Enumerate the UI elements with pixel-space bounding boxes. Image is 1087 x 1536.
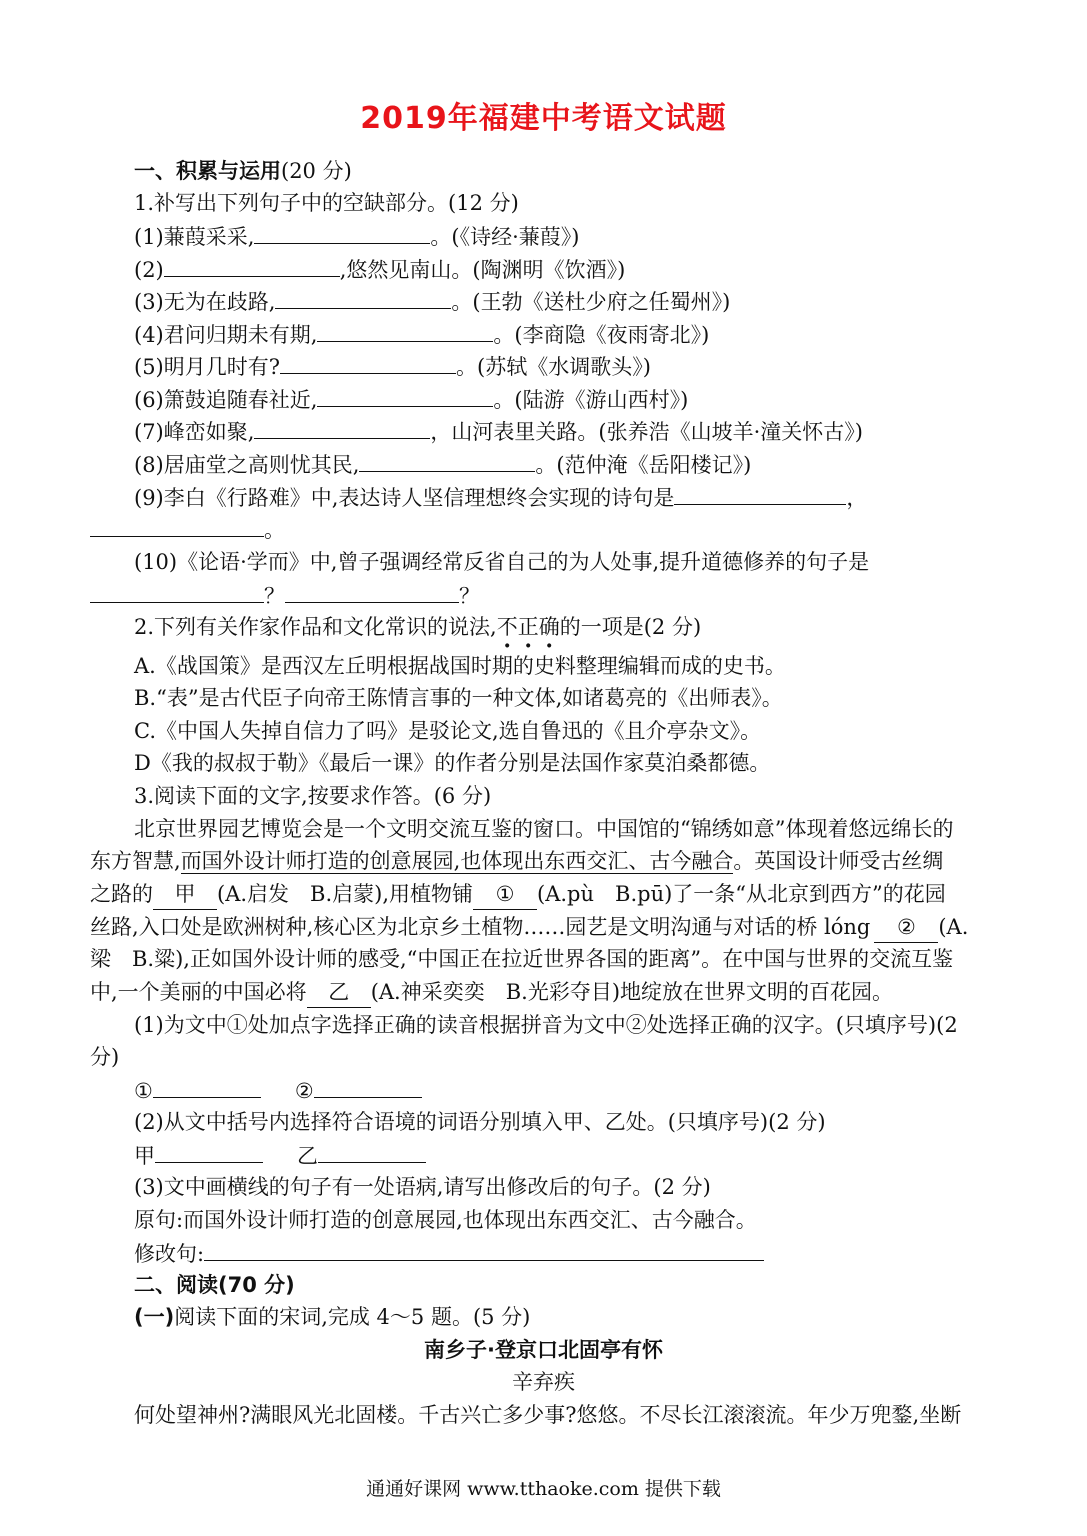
emphasis-dot-char: 正 bbox=[517, 615, 539, 639]
part-instruction: 阅读下面的宋词,完成 4～5 题。(5 分) bbox=[174, 1305, 531, 1329]
answer-blank[interactable] bbox=[254, 221, 430, 244]
q1-item-8-suffix: 。(范仲淹《岳阳楼记》) bbox=[535, 453, 752, 477]
passage-text: (A.神采奕奕 B.光彩夺目)地绽放在世界文明的百花园。 bbox=[370, 980, 894, 1004]
q1-item-10-line2 bbox=[90, 580, 480, 611]
q1-item-10-q1: ？ bbox=[264, 584, 285, 608]
footer: 通通好课网 www.tthaoke.com 提供下载 bbox=[366, 1478, 721, 1500]
q1-item-5-prefix: (5)明月几时有? bbox=[134, 355, 281, 379]
answer-blank[interactable] bbox=[204, 1238, 764, 1261]
answer-label-yi: 乙 bbox=[297, 1144, 318, 1168]
q1-item-1-suffix: 。(《诗经·蒹葭》) bbox=[430, 225, 580, 249]
passage-text: 东方智慧, bbox=[90, 849, 181, 873]
answer-label-jia: 甲 bbox=[134, 1144, 155, 1168]
answer-blank[interactable] bbox=[164, 254, 340, 277]
q2-stem-emphasis bbox=[497, 615, 560, 639]
answer-blank[interactable] bbox=[317, 384, 493, 407]
q1-item-6-prefix: (6)箫鼓追随春社近, bbox=[134, 388, 318, 412]
q1-item-2 bbox=[134, 254, 625, 285]
q1-item-6 bbox=[134, 384, 688, 415]
emphasis-dot-char: 不 bbox=[496, 615, 518, 639]
q1-item-10-q2: ？ bbox=[459, 584, 480, 608]
q3-original-sentence: 原句:而国外设计师打造的创意展园,也体现出东西交汇、古今融合。 bbox=[134, 1208, 757, 1232]
q3-sub2-answers bbox=[134, 1140, 426, 1171]
q3-sub3: (3)文中画横线的句子有一处语病,请写出修改后的句子。(2 分) bbox=[134, 1175, 711, 1199]
q2-option-c: C.《中国人失掉自信力了吗》是驳论文,选自鲁迅的《且介亭杂文》。 bbox=[134, 719, 762, 743]
q1-item-9 bbox=[134, 482, 867, 513]
q3-sub1: (1)为文中①处加点字选择正确的读音根据拼音为文中②处选择正确的汉字。(只填序号)(2 bbox=[134, 1013, 958, 1037]
q1-item-4 bbox=[134, 319, 709, 350]
revised-label: 修改句: bbox=[134, 1242, 205, 1266]
q3-sub1-answers bbox=[134, 1075, 422, 1106]
q2-option-d: D《我的叔叔于勒》《最后一课》的作者分别是法国作家莫泊桑都德。 bbox=[134, 751, 771, 775]
q1-item-9-line2 bbox=[90, 514, 285, 545]
q1-item-1 bbox=[134, 221, 579, 252]
part-label: (一) bbox=[134, 1305, 175, 1329]
passage-text: (A.启发 B.启蒙),用植物铺 bbox=[217, 882, 474, 906]
q1-item-9-comma: ， bbox=[846, 486, 868, 510]
section-1-score: (20 分) bbox=[281, 159, 352, 183]
q2-stem bbox=[134, 612, 701, 642]
q2-option-b: B.“表”是古代臣子向帝王陈情言事的一种文体,如诸葛亮的《出师表》。 bbox=[134, 686, 783, 710]
q1-item-3-suffix: 。(王勃《送杜少府之任蜀州》) bbox=[451, 290, 731, 314]
q3-sub2: (2)从文中括号内选择符合语境的词语分别填入甲、乙处。(只填序号)(2 分) bbox=[134, 1110, 826, 1134]
answer-blank[interactable] bbox=[285, 580, 459, 603]
q1-item-10: (10)《论语·学而》中,曾子强调经常反省自己的为人处事,提升道德修养的句子是 bbox=[134, 550, 870, 574]
q1-item-9-prefix: (9)李白《行路难》中,表达诗人坚信理想终会实现的诗句是 bbox=[134, 486, 675, 510]
q1-item-6-suffix: 。(陆游《游山西村》) bbox=[493, 388, 689, 412]
section-2-part-1 bbox=[134, 1302, 530, 1332]
fill-jia: 甲 bbox=[153, 879, 217, 910]
fill-yi: 乙 bbox=[307, 977, 371, 1008]
q2-stem-suffix: 的一项是(2 分) bbox=[559, 615, 702, 639]
q1-item-5-suffix: 。(苏轼《水调歌头》) bbox=[456, 355, 651, 379]
answer-blank[interactable] bbox=[318, 1140, 426, 1163]
answer-blank[interactable] bbox=[90, 580, 264, 603]
q1-item-2-suffix: ,悠然见南山。(陶渊明《饮酒》) bbox=[339, 258, 626, 282]
answer-blank[interactable] bbox=[359, 449, 535, 472]
answer-blank[interactable] bbox=[155, 1140, 263, 1163]
q1-item-8 bbox=[134, 449, 751, 480]
q1-item-7 bbox=[134, 416, 863, 447]
q3-passage-line1: 北京世界园艺博览会是一个文明交流互鉴的窗口。中国馆的“锦绣如意”体现着悠远绵长的 bbox=[134, 817, 954, 841]
q2-stem-prefix: 2.下列有关作家作品和文化常识的说法, bbox=[134, 615, 497, 639]
passage-text: 。英国设计师受古丝绸 bbox=[733, 849, 944, 873]
answer-label-1: ① bbox=[134, 1079, 153, 1103]
answer-blank[interactable] bbox=[90, 514, 264, 537]
q1-item-3 bbox=[134, 286, 730, 317]
q1-item-8-prefix: (8)居庙堂之高则忧其民, bbox=[134, 453, 360, 477]
passage-text: 中,一个美丽的中国必将 bbox=[90, 980, 307, 1004]
section-2-heading: 二、阅读(70 分) bbox=[134, 1273, 295, 1297]
q3-passage-line5: 梁 B.粱),正如国外设计师的感受,“中国正在拉近世界各国的距离”。在中国与世界的交流互鉴 bbox=[90, 947, 954, 971]
section-1-heading bbox=[134, 156, 352, 186]
q3-sub1-cont: 分) bbox=[90, 1045, 120, 1069]
q3-revised-sentence bbox=[134, 1238, 764, 1269]
q1-item-7-prefix: (7)峰峦如聚, bbox=[134, 420, 255, 444]
q1-item-3-prefix: (3)无为在歧路, bbox=[134, 290, 276, 314]
q1-item-9-end: 。 bbox=[264, 518, 285, 542]
q1-item-7-suffix: ，山河表里关路。(张养浩《山坡羊·潼关怀古》) bbox=[430, 420, 863, 444]
answer-blank[interactable] bbox=[275, 286, 451, 309]
passage-text: (A. bbox=[938, 915, 969, 939]
q1-item-4-suffix: 。(李商隐《夜雨寄北》) bbox=[493, 323, 710, 347]
passage-text: (A.pù B.pū)了一条“从北京到西方”的花园 bbox=[537, 882, 946, 906]
answer-blank[interactable] bbox=[153, 1075, 261, 1098]
q3-passage-line4 bbox=[90, 912, 968, 943]
poem-author: 辛弃疾 bbox=[512, 1370, 575, 1394]
q3-stem: 3.阅读下面的文字,按要求作答。(6 分) bbox=[134, 784, 492, 808]
q3-passage-line6 bbox=[90, 977, 893, 1008]
q1-item-4-prefix: (4)君问归期未有期, bbox=[134, 323, 318, 347]
q1-item-5 bbox=[134, 351, 651, 382]
answer-blank[interactable] bbox=[674, 482, 846, 505]
poem-line-1: 何处望神州?满眼风光北固楼。千古兴亡多少事?悠悠。不尽长江滚滚流。年少万兜鍪,坐断 bbox=[134, 1403, 962, 1427]
q3-passage-line2 bbox=[90, 846, 943, 876]
poem-title: 南乡子·登京口北固亭有怀 bbox=[424, 1338, 663, 1362]
passage-text: 丝路,入口处是欧洲树种,核心区为北京乡土植物……园艺是文明沟通与对话的桥 lóng bbox=[90, 915, 871, 939]
page-title: 2019年福建中考语文试题 bbox=[360, 101, 727, 136]
answer-blank[interactable] bbox=[254, 416, 430, 439]
underlined-sentence: 而国外设计师打造的创意展园,也体现出东西交汇、古今融合 bbox=[180, 849, 734, 873]
answer-blank[interactable] bbox=[317, 319, 493, 342]
fill-2: ② bbox=[874, 912, 938, 943]
fill-1: ① bbox=[473, 879, 537, 910]
section-1-heading-text: 一、积累与运用 bbox=[134, 159, 281, 183]
answer-label-2: ② bbox=[294, 1079, 314, 1103]
q1-item-2-prefix: (2) bbox=[134, 258, 164, 282]
answer-blank[interactable] bbox=[314, 1075, 422, 1098]
answer-blank[interactable] bbox=[280, 351, 456, 374]
q1-item-1-prefix: (1)蒹葭采采, bbox=[134, 225, 255, 249]
q1-stem: 1.补写出下列句子中的空缺部分。(12 分) bbox=[134, 191, 519, 215]
q3-passage-line3 bbox=[90, 879, 946, 910]
passage-text: 之路的 bbox=[90, 882, 153, 906]
emphasis-dot-char: 确 bbox=[538, 615, 560, 639]
q2-option-a: A.《战国策》是西汉左丘明根据战国时期的史料整理编辑而成的史书。 bbox=[134, 654, 786, 678]
